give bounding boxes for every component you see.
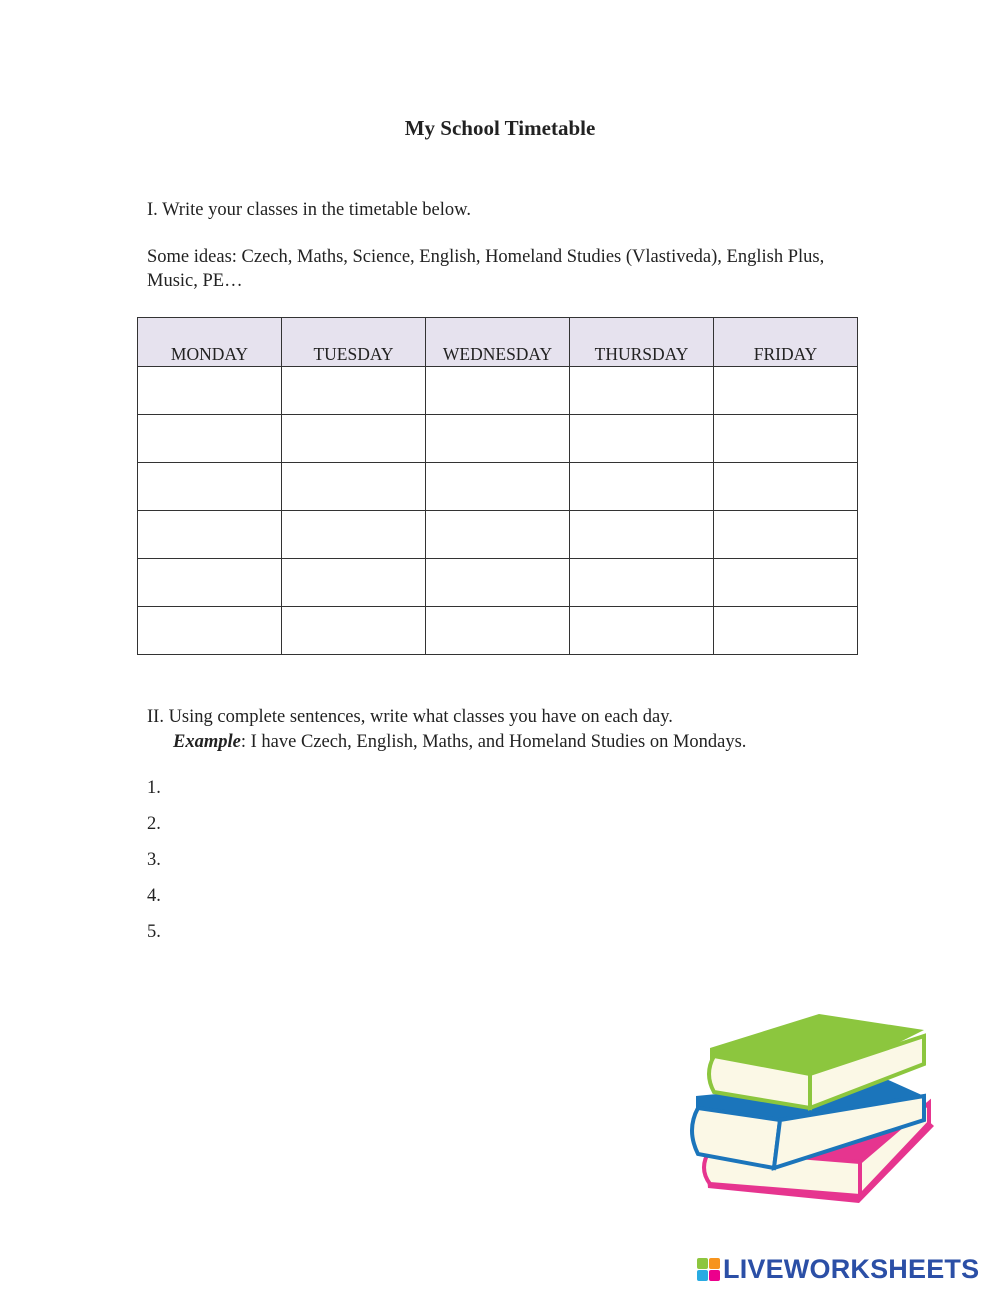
timetable-row xyxy=(138,415,858,463)
timetable-cell[interactable] xyxy=(570,559,714,607)
timetable-cell[interactable] xyxy=(138,463,282,511)
timetable-cell[interactable] xyxy=(714,559,858,607)
timetable-cell[interactable] xyxy=(570,607,714,655)
instruction-1: I. Write your classes in the timetable below. xyxy=(147,200,471,220)
timetable-row xyxy=(138,607,858,655)
answer-item[interactable]: 1. xyxy=(147,778,161,798)
timetable-cell[interactable] xyxy=(282,463,426,511)
timetable-cell[interactable] xyxy=(282,559,426,607)
ideas-text: Some ideas: Czech, Maths, Science, English, Homeland Studies (Vlastiveda), English Plus, Music, PE… xyxy=(147,247,825,291)
timetable-cell[interactable] xyxy=(138,559,282,607)
timetable-cell[interactable] xyxy=(138,367,282,415)
instruction-2: II. Using complete sentences, write what classes you have on each day. xyxy=(147,707,673,727)
timetable-cell[interactable] xyxy=(426,559,570,607)
timetable-cell[interactable] xyxy=(282,367,426,415)
timetable-cell[interactable] xyxy=(138,511,282,559)
timetable-cell[interactable] xyxy=(426,367,570,415)
timetable-cell[interactable] xyxy=(570,463,714,511)
day-header-friday: FRIDAY xyxy=(714,318,858,367)
day-header-wednesday: WEDNESDAY xyxy=(426,318,570,367)
timetable-cell[interactable] xyxy=(282,607,426,655)
day-header-tuesday: TUESDAY xyxy=(282,318,426,367)
timetable-cell[interactable] xyxy=(282,511,426,559)
timetable-cell[interactable] xyxy=(138,415,282,463)
timetable-header-row xyxy=(138,318,858,367)
answer-item[interactable]: 2. xyxy=(147,814,161,834)
timetable-cell[interactable] xyxy=(714,415,858,463)
page-title: My School Timetable xyxy=(404,116,596,140)
example-line xyxy=(147,730,746,755)
timetable-cell[interactable] xyxy=(426,463,570,511)
timetable-cell[interactable] xyxy=(570,367,714,415)
answer-item[interactable]: 5. xyxy=(147,922,161,942)
timetable-cell[interactable] xyxy=(714,463,858,511)
timetable-row xyxy=(138,367,858,415)
timetable-cell[interactable] xyxy=(138,607,282,655)
section-2 xyxy=(147,705,746,755)
example-label: Example xyxy=(173,732,241,752)
timetable-row xyxy=(138,511,858,559)
answer-item[interactable]: 4. xyxy=(147,886,161,906)
timetable-cell[interactable] xyxy=(714,607,858,655)
timetable-cell[interactable] xyxy=(426,607,570,655)
timetable-cell[interactable] xyxy=(426,511,570,559)
timetable-cell[interactable] xyxy=(282,415,426,463)
timetable-cell[interactable] xyxy=(426,415,570,463)
day-header-monday: MONDAY xyxy=(138,318,282,367)
timetable-cell[interactable] xyxy=(570,511,714,559)
answer-list xyxy=(147,776,161,956)
day-header-thursday: THURSDAY xyxy=(570,318,714,367)
timetable-row xyxy=(138,559,858,607)
brand-name: LIVEWORKSHEETS xyxy=(723,1253,980,1284)
liveworksheets-logo-icon xyxy=(697,1258,720,1281)
books-stack-icon xyxy=(684,1008,939,1213)
timetable-cell[interactable] xyxy=(714,367,858,415)
example-text: : I have Czech, English, Maths, and Homeland Studies on Mondays. xyxy=(240,732,747,752)
timetable-body xyxy=(138,367,858,655)
liveworksheets-brand xyxy=(697,1254,979,1284)
timetable-cell[interactable] xyxy=(714,511,858,559)
answer-item[interactable]: 3. xyxy=(147,850,161,870)
timetable-cell[interactable] xyxy=(570,415,714,463)
timetable-row xyxy=(138,463,858,511)
timetable xyxy=(137,317,858,655)
